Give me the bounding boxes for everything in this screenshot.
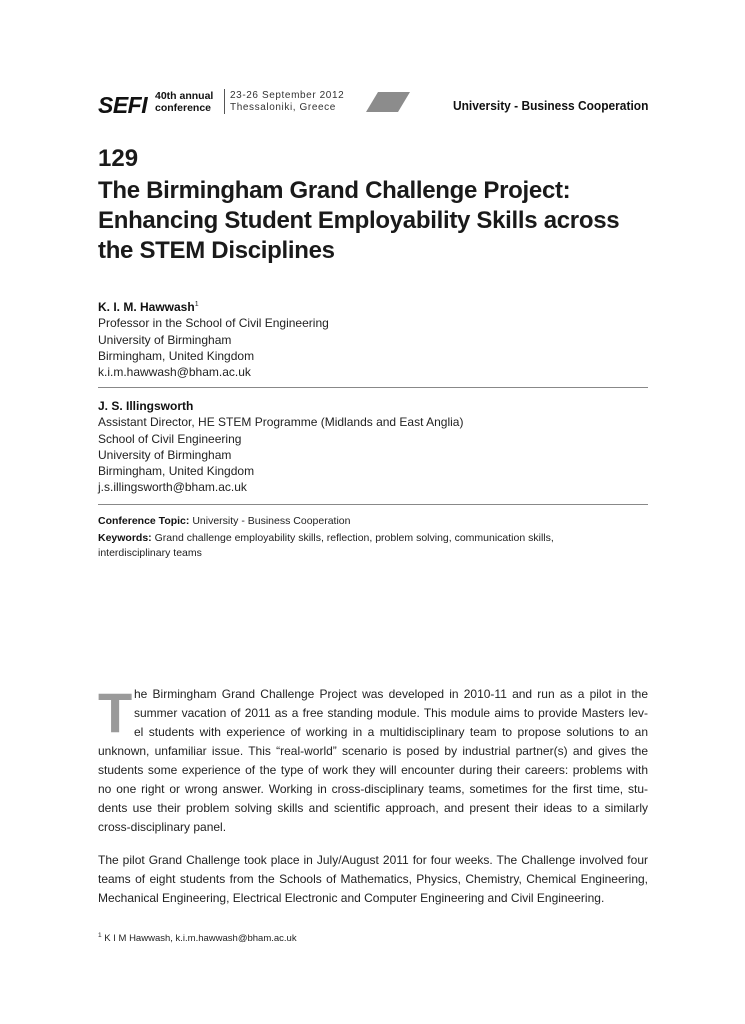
paragraph-line: el students with experience of working in a multidisciplinary team to propose solutions to an <box>134 725 648 739</box>
keywords-value-cont: interdisciplinary teams <box>98 547 202 559</box>
decorative-stripe <box>366 92 410 112</box>
paragraph-line: students some experience of the type of work they will encounter during their careers: problems with <box>98 763 648 777</box>
conference-location: Thessaloniki, Greece <box>230 102 336 113</box>
paragraph-line: no one right or wrong answer. Working in cross-disciplinary teams, sometimes for the first time, stu- <box>98 782 648 796</box>
drop-cap: T <box>98 681 133 744</box>
author-name: J. S. Illingsworth <box>98 399 194 413</box>
author-affiliation-line: University of Birmingham <box>98 447 232 462</box>
paragraph-line: dents use their problem solving skills and scientific approach, and present their ideas to a similarly <box>98 801 648 815</box>
conference-header <box>98 88 648 120</box>
conference-word: conference <box>155 102 212 114</box>
body-paragraph-2 <box>98 851 648 908</box>
separator-rule <box>98 387 648 388</box>
paragraph-line: he Birmingham Grand Challenge Project was developed in 2010-11 and run as a pilot in the <box>134 687 648 701</box>
paper-number: 129 <box>98 145 139 172</box>
paragraph-line: teams of eight students from the Schools of Mathematics, Physics, Chemistry, Chemical Engineering, <box>98 872 648 886</box>
author-affiliation-line: Assistant Director, HE STEM Programme (Midlands and East Anglia) <box>98 415 464 430</box>
conference-topic <box>98 514 648 529</box>
author-2 <box>98 398 463 496</box>
keywords <box>98 531 648 561</box>
paragraph-line: unknown, unfamiliar issue. This “real-world” scenario is posed by industrial partner(s) and gives the <box>98 744 648 758</box>
author-affiliation-line: Birmingham, United Kingdom <box>98 464 255 479</box>
keywords-value: Grand challenge employability skills, reflection, problem solving, communication skills, <box>154 532 554 544</box>
body-paragraph-1 <box>98 681 648 837</box>
conference-dates: 23-26 September 2012 <box>230 90 345 101</box>
author-affiliation-line: Birmingham, United Kingdom <box>98 348 255 363</box>
author-affiliation-line: Professor in the School of Civil Engineering <box>98 316 329 331</box>
separator-rule <box>98 504 648 505</box>
author-email[interactable]: k.i.m.hawwash@bham.ac.uk <box>98 365 251 380</box>
paragraph-line: cross-disciplinary panel. <box>98 820 227 834</box>
author-name: K. I. M. Hawwash$^1$ <box>98 300 199 314</box>
footnote-text: K I M Hawwash, k.i.m.hawwash@bham.ac.uk <box>104 933 297 945</box>
sefi-logo: SEFI <box>98 92 148 118</box>
conference-edition: 40th annual <box>155 90 214 102</box>
paragraph-line: The pilot Grand Challenge took place in July/August 2011 for four weeks. The Challenge involved four <box>98 853 648 867</box>
author-1 <box>98 297 329 380</box>
footnote-marker: 1 <box>98 932 102 939</box>
topic-label: Conference Topic: <box>98 515 190 527</box>
topic-value: University - Business Cooperation <box>192 515 351 527</box>
section-heading: University - Business Cooperation <box>452 98 648 113</box>
paper-title: The Birmingham Grand Challenge Project: Enhancing Student Employability Skills across the STEM Disciplines <box>98 177 620 264</box>
author-affiliation-line: School of Civil Engineering <box>98 431 242 446</box>
footnote <box>98 932 297 944</box>
paragraph-line: summer vacation of 2011 as a free standing module. This module aims to provide Masters lev- <box>134 706 648 720</box>
header-divider <box>224 89 225 114</box>
author-email[interactable]: j.s.illingsworth@bham.ac.uk <box>98 480 247 495</box>
author-affiliation-line: University of Birmingham <box>98 332 232 347</box>
author-footnote-marker: 1 <box>194 301 199 308</box>
paragraph-line: Mechanical Engineering, Electrical Electronic and Computer Engineering and Civil Engineering. <box>98 891 605 905</box>
keywords-label: Keywords: <box>98 532 152 544</box>
